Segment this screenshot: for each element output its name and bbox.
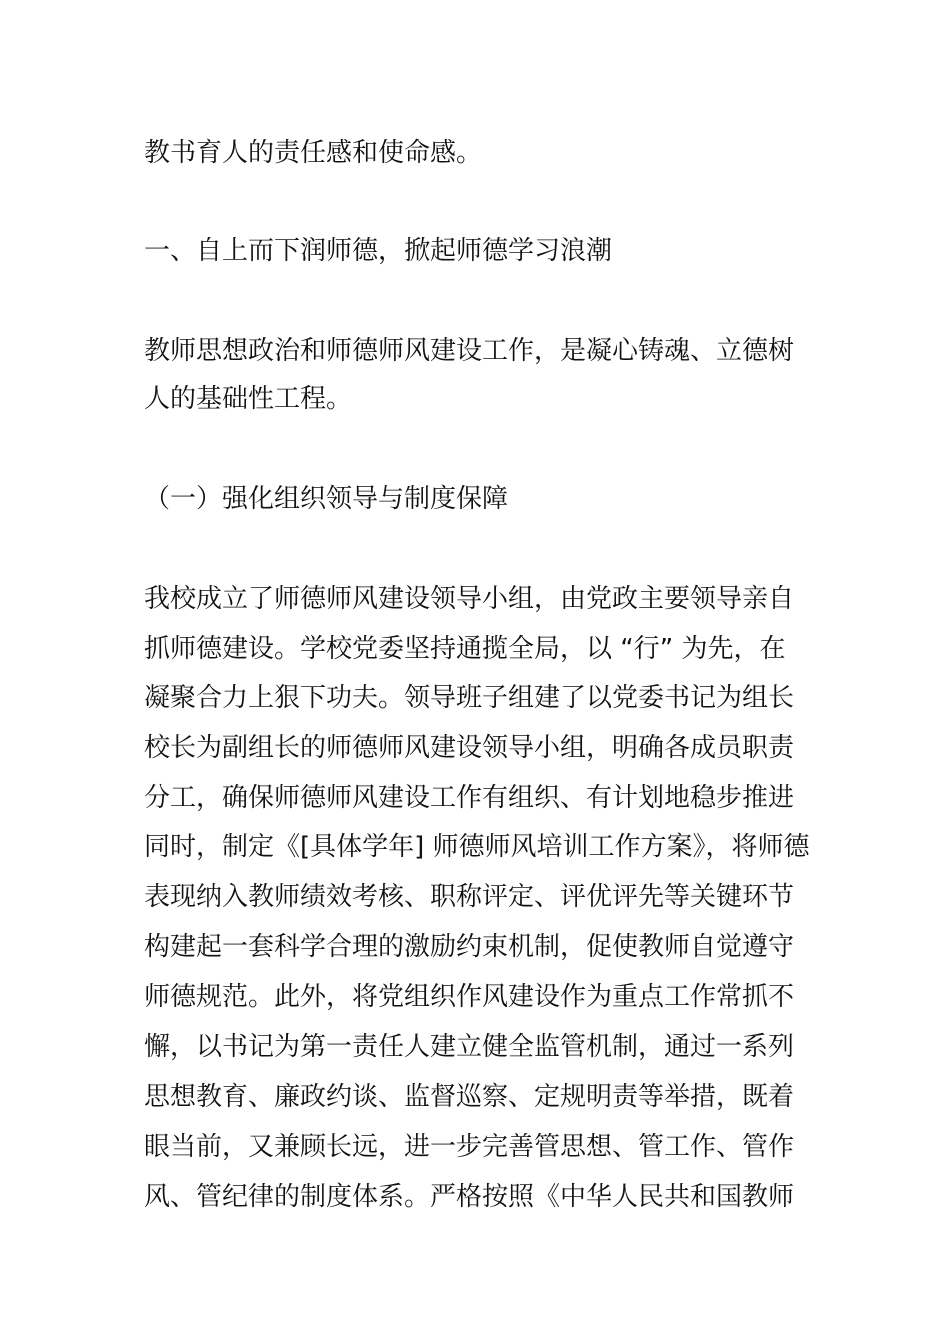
text-line: 构建起一套科学合理的激励约束机制，促使教师自觉遵守 [144,932,795,962]
text-line: 校长为副组长的师德师风建设领导小组，明确各成员职责 [144,733,795,763]
text-line: 凝聚合力上狠下功夫。领导班子组建了以党委书记为组长 [144,683,795,713]
text-line: 表现纳入教师绩效考核、职称评定、评优评先等关键环节 [144,882,795,912]
text-line: 师德规范。此外，将党组织作风建设作为重点工作常抓不 [144,982,795,1012]
text-line: 抓师德建设。学校党委坚持通揽全局，以 “行” 为先，在 [144,634,786,664]
section-heading: 一、自上而下润师德，掀起师德学习浪潮 [144,236,613,266]
text-line: 人的基础性工程。 [144,384,353,414]
subsection-heading: （一）强化组织领导与制度保障 [144,484,509,514]
text-line: 同时，制定《[具体学年] 师德师风培训工作方案》，将师德 [144,832,810,862]
text-line: 风、管纪律的制度体系。严格按照《中华人民共和国教师 [144,1182,795,1212]
text-line: 分工，确保师德师风建设工作有组织、有计划地稳步推进 [144,783,795,813]
text-line: 懈，以书记为第一责任人建立健全监管机制，通过一系列 [144,1032,795,1062]
text-line: 眼当前，又兼顾长远，进一步完善管思想、管工作、管作 [144,1132,795,1162]
text-line: 思想教育、廉政约谈、监督巡察、定规明责等举措，既着 [144,1082,795,1112]
text-line: 教书育人的责任感和使命感。 [144,138,483,168]
text-line: 教师思想政治和师德师风建设工作，是凝心铸魂、立德树 [144,336,795,366]
text-line: 我校成立了师德师风建设领导小组，由党政主要领导亲自 [144,584,795,614]
